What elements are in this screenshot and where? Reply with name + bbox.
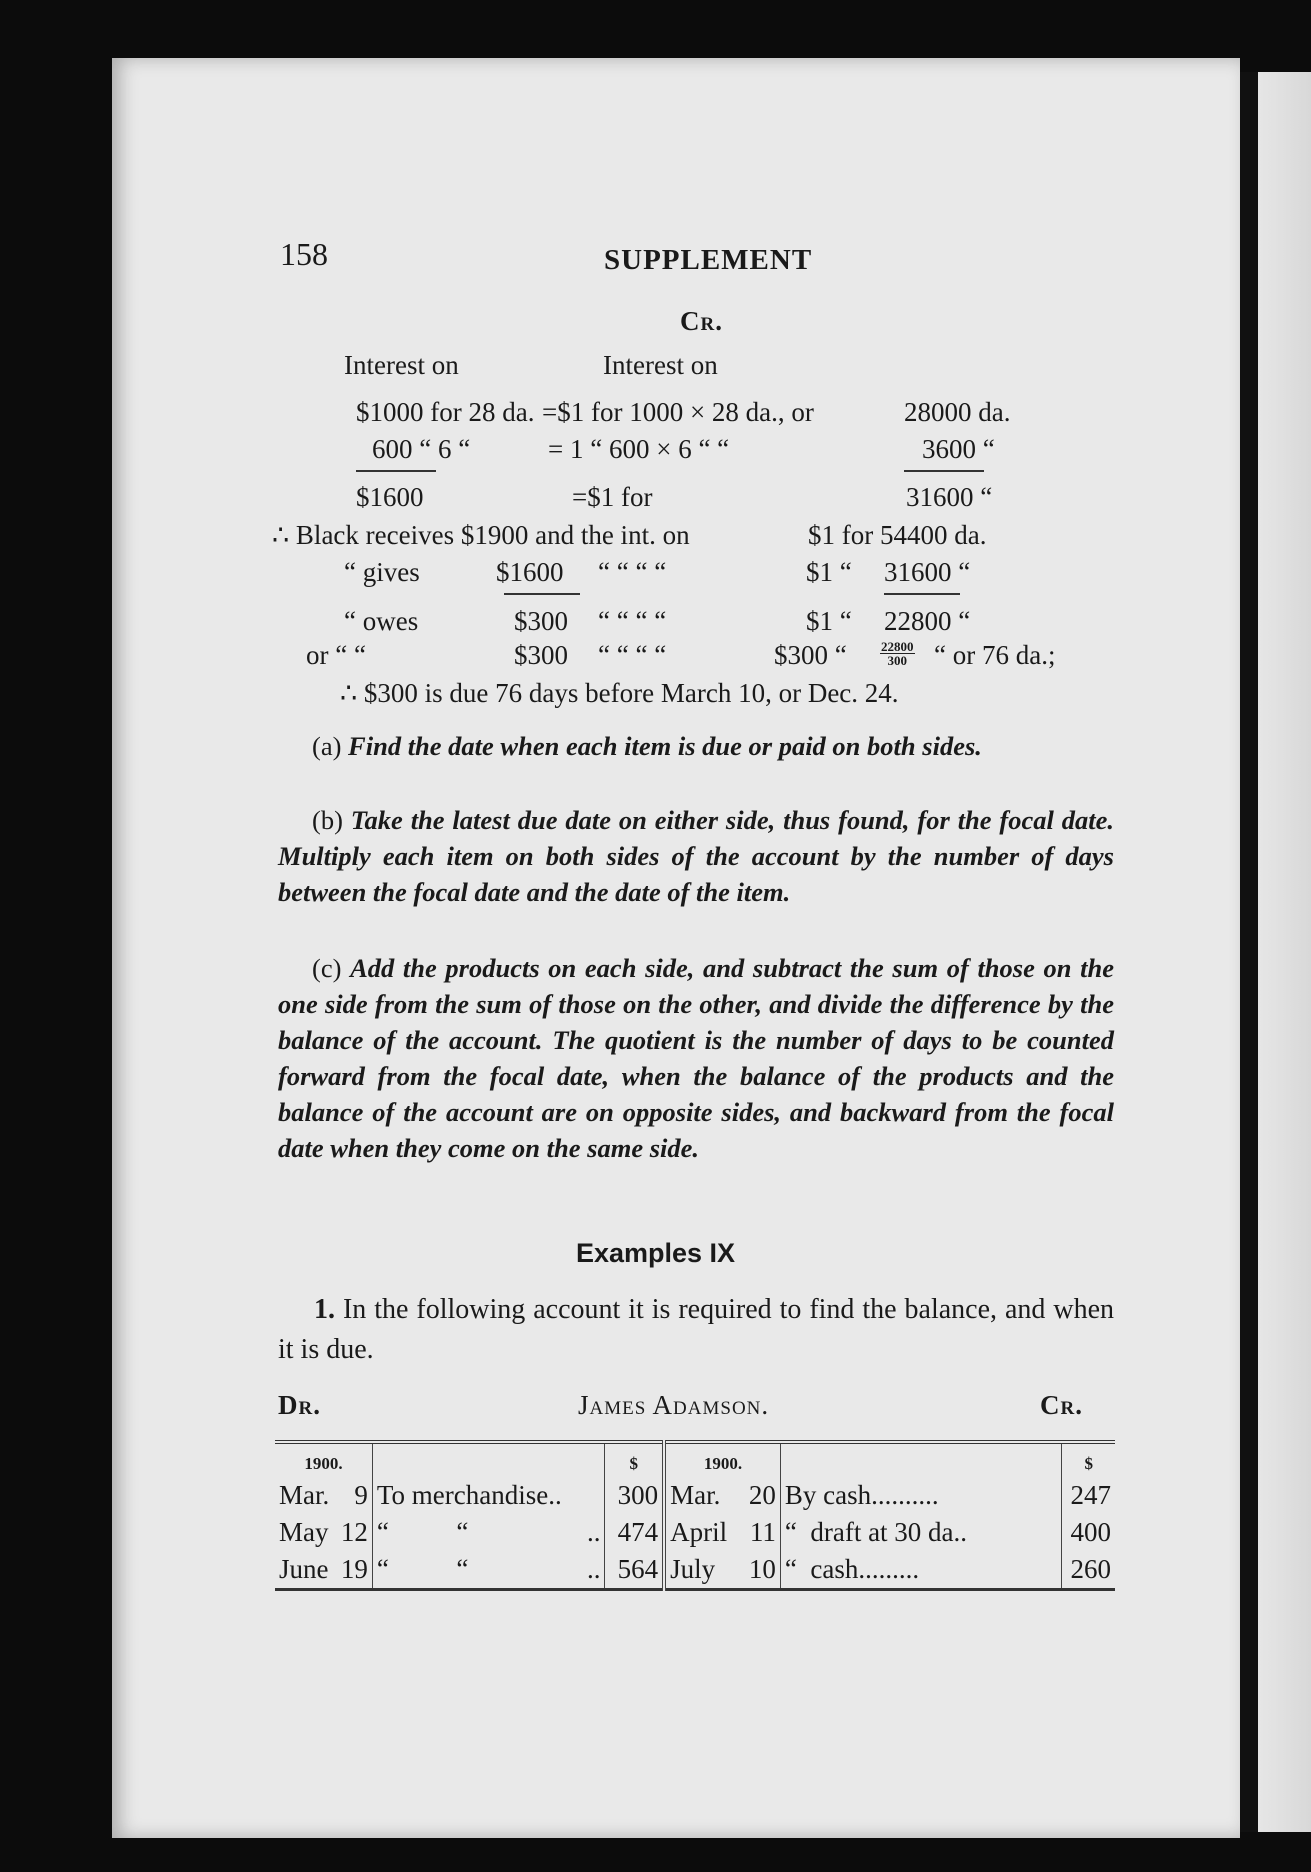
calc-row-5a: “ gives [344,557,420,587]
debit-amount: 300 [605,1477,664,1514]
credit-amount: 400 [1062,1514,1115,1551]
debit-month: May [279,1517,329,1547]
diff-rule-right [884,593,960,595]
rule-b-paragraph [278,802,1114,910]
calc-row-6a: “ owes [344,606,419,636]
sum-rule-left [356,470,436,472]
example-1-number: 1. [314,1294,335,1325]
calc-row-7c: “ “ “ “ [598,640,667,670]
rule-a-text: Find the date when each item is due or paid on both sides. [348,731,982,761]
credit-description [780,1477,1062,1514]
calc-row-1c: 28000 da. [904,397,1011,427]
calc-row-2a: 600 “ 6 “ [372,434,471,464]
table-row [275,1551,1115,1590]
credit-desc-text: “ cash [784,1554,859,1584]
account-table [275,1440,1115,1591]
calc-row-6b: $300 [514,606,568,636]
currency-left: $ [605,1442,664,1477]
calc-row-3a: $1600 [356,482,424,512]
credit-amount: 247 [1062,1477,1115,1514]
calc-row-7d: $300 “ [774,640,847,670]
credit-day: 20 [748,1480,776,1510]
debit-desc-text: “ “ [376,1517,469,1547]
calc-row-3c: 31600 “ [906,482,993,512]
calc-row-6e: 22800 “ [884,606,971,636]
debit-day: 19 [340,1554,368,1584]
debit-month: Mar. [279,1480,330,1510]
calc-row-2c: 3600 “ [922,434,995,464]
interest-on-right: Interest on [603,350,718,380]
calc-row-5c: “ “ “ “ [598,557,667,587]
credit-day: 10 [748,1554,776,1584]
running-title: SUPPLEMENT [604,244,813,276]
account-dr-label: Dr. [278,1390,321,1420]
credit-description [780,1551,1062,1590]
dot-leader: ......... [858,1554,920,1584]
rule-a-label: (a) [312,731,342,761]
credit-desc-text: By cash [784,1480,872,1510]
rule-a-paragraph [278,728,1114,764]
debit-amount: 564 [605,1551,664,1590]
debit-description [372,1514,605,1551]
credit-desc-text: “ draft at 30 da [784,1517,954,1547]
next-page-edge [1240,72,1311,1832]
example-1 [278,1290,1114,1370]
debit-day: 9 [354,1480,368,1510]
rule-c-text: Add the products on each side, and subtract the sum of those on the one side from the sum of those on the other, and divide the difference by the balance of the account. The quotient is the number of days to be counted forward from the focal date, when the balance of the products and the balance of the account are on opposite sides, and backward from the focal date when they come on the same side. [278,953,1115,1163]
credit-month: July [664,1551,737,1590]
calc-row-5d: $1 “ [806,557,852,587]
fraction [880,640,915,667]
calc-row-1a: $1000 for 28 da. [356,397,535,427]
table-row [275,1514,1115,1551]
interest-on-left: Interest on [344,350,459,380]
year-left: 1900. [304,1454,343,1473]
calc-row-4a: ∴ Black receives $1900 and the int. on [272,520,690,550]
calc-row-7b: $300 [514,640,568,670]
calc-row-6d: $1 “ [806,606,852,636]
sum-rule-right [904,470,984,472]
credit-description [780,1514,1062,1551]
calc-row-3b: =$1 for [572,482,653,512]
table-header-row [275,1442,1115,1477]
diff-rule-left [504,593,580,595]
credit-month: April [664,1514,737,1551]
calc-row-4b: $1 for 54400 da. [808,520,987,550]
credit-amount: 260 [1062,1551,1115,1590]
currency-right: $ [1062,1442,1115,1477]
account-name: James Adamson. [578,1390,770,1420]
year-right: 1900. [664,1442,780,1477]
credit-day: 11 [749,1517,776,1547]
rule-c-label: (c) [312,953,342,983]
examples-heading: Examples IX [575,1238,736,1268]
rule-c-paragraph [278,950,1114,1166]
calc-row-2b: = 1 “ 600 × 6 “ “ [548,434,730,464]
fraction-numerator: 22800 [881,639,914,654]
calc-conclusion: ∴ $300 is due 76 days before March 10, or Dec. 24. [340,678,899,708]
fraction-denominator: 300 [887,653,907,668]
page-number: 158 [280,236,328,272]
debit-desc-text: To merchandise [376,1480,549,1510]
calc-row-7e: “ or 76 da.; [934,640,1056,670]
rule-b-label: (b) [312,805,343,835]
dot-leader: .. [586,1517,601,1547]
debit-description [372,1477,605,1514]
debit-description [372,1551,605,1590]
dot-leader: .. [953,1517,968,1547]
calc-row-5e: 31600 “ [884,557,971,587]
debit-day: 12 [340,1517,368,1547]
calc-row-6c: “ “ “ “ [598,606,667,636]
dot-leader: .. [548,1480,562,1510]
table-row [275,1477,1115,1514]
example-1-text: In the following account it is required to find the balance, and when it is due. [278,1294,1114,1365]
rule-b-text: Take the latest due date on either side, thus found, for the focal date. Multiply each item on both sides of the account by the number of days between the focal date and the date of the item. [278,805,1115,907]
debit-amount: 474 [605,1514,664,1551]
dot-leader: .. [586,1554,601,1584]
cr-label: Cr. [680,306,723,336]
calc-row-5b: $1600 [496,557,564,587]
calc-row-1b: =$1 for 1000 × 28 da., or [542,397,814,427]
calc-row-7a: or “ “ [306,640,366,670]
dot-leader: .......... [871,1480,939,1510]
debit-month: June [279,1554,329,1584]
account-cr-label: Cr. [1040,1390,1083,1420]
credit-month: Mar. [664,1477,737,1514]
debit-desc-text: “ “ [376,1554,469,1584]
